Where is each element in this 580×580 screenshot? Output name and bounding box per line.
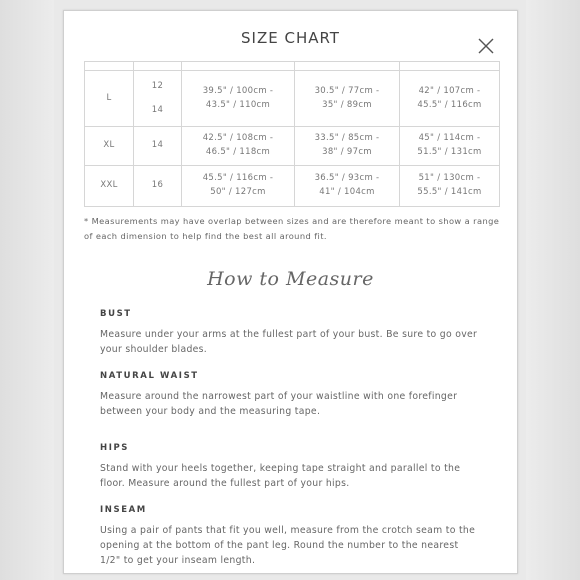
measurement-line: 35" / 89cm bbox=[322, 99, 372, 110]
measurement-line: 36.5" / 93cm - bbox=[314, 173, 380, 184]
number-size-cell: 16 bbox=[134, 166, 182, 207]
measurement-line: 33.5" / 85cm - bbox=[314, 133, 380, 144]
size-cell: L bbox=[85, 71, 134, 127]
measurement-line: 43.5" / 110cm bbox=[205, 99, 271, 110]
table-header-row bbox=[85, 62, 500, 71]
section-text: Using a pair of pants that fit you well, measure from the crotch seam to the opening at the bottom of the pant leg. Round the number to the nearest 1/2" to get your inseam length. bbox=[100, 525, 476, 566]
section-heading: HIPS bbox=[100, 443, 130, 453]
table-header-cell bbox=[400, 62, 500, 71]
table-header-cell bbox=[85, 62, 134, 71]
size-cell: XXL bbox=[85, 166, 134, 207]
modal-title: SIZE CHART bbox=[241, 29, 340, 47]
close-button[interactable] bbox=[477, 37, 495, 55]
background-right bbox=[526, 0, 580, 580]
number-size: 12 bbox=[151, 80, 164, 91]
measurement-line: 45" / 114cm - bbox=[418, 133, 481, 144]
number-size-cell bbox=[134, 71, 182, 127]
measurement-line: 46.5" / 118cm bbox=[205, 147, 271, 157]
measurement-line: 30.5" / 77cm - bbox=[314, 85, 380, 96]
measurement-line: 50" / 127cm bbox=[210, 187, 266, 197]
number-size-cell: 14 bbox=[134, 127, 182, 166]
inseam-section bbox=[100, 505, 480, 568]
overlap-note: * Measurements may have overlap between sizes and are therefore meant to show a range of each dimension to help find the best all around fit. bbox=[84, 216, 500, 241]
measurement-line: 41" / 104cm bbox=[319, 187, 375, 197]
measurement-line: 51.5" / 131cm bbox=[417, 147, 482, 157]
measurement-line: 45.5" / 116cm bbox=[417, 99, 482, 110]
size-table bbox=[84, 61, 500, 207]
measurement-cell bbox=[182, 127, 295, 166]
measurement-line: 42" / 107cm - bbox=[418, 85, 481, 96]
section-text: Stand with your heels together, keeping tape straight and parallel to the floor. Measure around the fullest part of your hips. bbox=[100, 463, 461, 489]
table-row bbox=[85, 71, 500, 127]
measurement-cell bbox=[295, 166, 400, 207]
how-to-measure-title: How to Measure bbox=[207, 268, 374, 290]
measurement-line: 42.5" / 108cm - bbox=[202, 133, 274, 144]
measurement-line: 51" / 130cm - bbox=[418, 173, 481, 184]
number-size: 14 bbox=[151, 104, 164, 115]
measurement-cell bbox=[182, 166, 295, 207]
measurement-cell bbox=[400, 71, 500, 127]
size-chart-modal bbox=[63, 10, 518, 574]
table-header-cell bbox=[295, 62, 400, 71]
measurement-line: 45.5" / 116cm - bbox=[202, 173, 274, 184]
section-text: Measure around the narrowest part of your waistline with one forefinger between your body and the measuring tape. bbox=[100, 391, 458, 417]
measurement-cell bbox=[295, 71, 400, 127]
table-header-cell bbox=[182, 62, 295, 71]
measurement-cell bbox=[400, 166, 500, 207]
measurement-line: 39.5" / 100cm - bbox=[202, 85, 274, 96]
measurement-line: 55.5" / 141cm bbox=[417, 187, 482, 197]
close-icon[interactable] bbox=[477, 37, 495, 55]
section-text: Measure under your arms at the fullest part of your bust. Be sure to go over your shoulder blades. bbox=[100, 329, 478, 355]
table-header-cell bbox=[134, 62, 182, 71]
table-row bbox=[85, 127, 500, 166]
size-cell: XL bbox=[85, 127, 134, 166]
measurement-line: 38" / 97cm bbox=[322, 147, 372, 157]
measurement-cell bbox=[295, 127, 400, 166]
section-heading: INSEAM bbox=[100, 505, 147, 515]
bust-section bbox=[100, 309, 480, 357]
measurement-cell bbox=[400, 127, 500, 166]
natural-waist-section bbox=[100, 371, 480, 419]
measurement-cell bbox=[182, 71, 295, 127]
hips-section bbox=[100, 443, 480, 491]
section-heading: BUST bbox=[100, 309, 132, 319]
section-heading: NATURAL WAIST bbox=[100, 371, 199, 381]
background-left bbox=[0, 0, 54, 580]
table-row bbox=[85, 166, 500, 207]
